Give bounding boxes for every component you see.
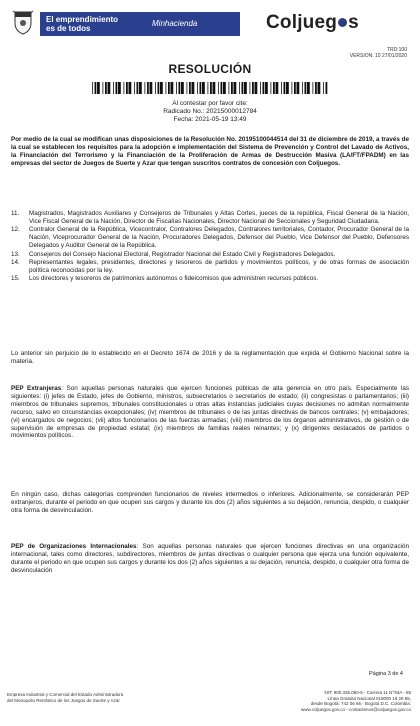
coljuegos-logo bbox=[266, 12, 359, 34]
list-item bbox=[11, 259, 409, 275]
barcode-icon bbox=[92, 82, 329, 94]
footer-right-line4: www.coljuegos.gov.co - contactenos@coljuegos.gov.co bbox=[301, 706, 411, 712]
footer-left-line1: Empresa Industrial y Comercial del Estado Administradora bbox=[7, 692, 124, 697]
filing-number: Radicado No.: 20215000012784 bbox=[163, 108, 257, 115]
banner-line1: El emprendimiento bbox=[46, 15, 119, 24]
page-footer bbox=[0, 690, 420, 720]
logo-dot-icon bbox=[338, 18, 347, 27]
pep-international-paragraph bbox=[11, 543, 409, 575]
pep-international-text: : Son aquellas personas naturales que ejercen funciones directivas en una organización internacional, tales como directores, subdirectores, miembros de juntas directivas o cualquier persona que ejerza una función equivalente, durante el periodo en que ocupen sus cargos y durante los dos (2) años siguientes a su dejación, renuncia, despido, o cualquier otra forma de desvinculación bbox=[11, 543, 410, 574]
page-header bbox=[0, 0, 420, 46]
trd-code: TRD:100 bbox=[386, 47, 407, 53]
list-item bbox=[11, 226, 409, 250]
banner-line2: es de todos bbox=[46, 24, 91, 33]
list-item-text: Consejeros del Consejo Nacional Electoral, Registrador Nacional del Estado Civil y Registradores Delegados. bbox=[29, 250, 336, 258]
version-label: VERSION: 10 27/01/2020 bbox=[349, 53, 407, 59]
list-item-text: Contralor General de la República, Vicecontralor, Contralores Delegados, Contralores territoriales, Contador, Procurador General de la Nación, Viceprocurador General de la Nación, Procuradores Delegados, Defensor del Pueblo, Vice Defensor del Pueblo, Defensores Delegados y Auditor General de la República. bbox=[29, 226, 409, 250]
pep-foreign-label: PEP Extranjeras bbox=[11, 385, 62, 392]
list-item bbox=[11, 251, 409, 259]
pep-foreign-text: : Son aquellas personas naturales que ejercen funciones públicas de alta gerencia en otro país. Especialmente las siguientes: (i) jefes de Estado, jefes de Gobierno, ministros, subsecretarios o secretarios de estado; (ii) congresistas o parlamentarios; (iii) miembros de tribunales supremos, tribunales constitucionales u otras altas instancias judiciales cuyas decisiones no admitan normalmente recurso, salvo en circunstancias excepcionales; (iv) miembros de tribunales o de las juntas directivas de bancos centrales; (v) embajadores; (vi) encargados de negocios; (vii) altos funcionarios de las fuerzas armadas; (viii) miembros de los órganos administrativos, de gestión o de supervisión de empresas de propiedad estatal; (ix) miembros de familias reales reinantes; y (x) dirigentes destacados de partidos o movimientos políticos. bbox=[11, 385, 409, 440]
list-item-number: 11. bbox=[11, 210, 20, 217]
list-item-number: 14. bbox=[11, 258, 20, 266]
pep-international-label: PEP de Organizaciones Internacionales bbox=[11, 543, 137, 550]
government-banner bbox=[40, 12, 240, 36]
footer-left-line2: del Monopolio Rentístico de los Juegos de Suerte y Azar bbox=[7, 697, 120, 703]
pep-foreign-paragraph bbox=[11, 385, 409, 440]
footer-right bbox=[301, 690, 411, 712]
footer-right-line2: Línea Gratuita Nacional 018000 18 26 85, bbox=[327, 695, 411, 701]
ministry-label: Minhacienda bbox=[152, 19, 198, 28]
footer-right-line3: desde Bogotá: 742 06 66 - Bogotá D.C. Colombia. bbox=[310, 701, 411, 706]
citation-block bbox=[0, 100, 420, 124]
logo-text-end: s bbox=[348, 12, 359, 33]
list-item-number: 13. bbox=[11, 250, 20, 258]
list-item-text: Representantes legales, presidentes, directores y tesoreros de partidos y movimientos políticos, y de otras formas de asociación política reconocidas por la ley. bbox=[29, 258, 409, 274]
list-item bbox=[11, 210, 409, 226]
resolution-intro: Por medio de la cual se modifican unas disposiciones de la Resolución No. 20195100044514 del 31 de diciembre de 2019, a través de la cual se establecen los requisitos para la adopción e implementación del Sistema de Prevención y Control del Lavado de Activos, la Financiación del Terrorismo y la Financiación de la Proliferación de Armas de Destrucción Masiva (LA/FT/FPADM) en las empresas del sector de Juegos de Suerte y Azar que tengan suscritos contratos de concesión con Coljuegos. bbox=[11, 136, 409, 167]
page-number: Página 3 de 4 bbox=[369, 671, 403, 677]
list-item bbox=[11, 275, 409, 283]
list-item-text: Los directores y tesoreros de patrimonios autónomos o fideicomisos que administren recursos públicos. bbox=[29, 275, 319, 283]
document-title: RESOLUCIÓN bbox=[168, 62, 252, 76]
colombia-coat-of-arms-icon bbox=[11, 9, 35, 35]
no-case-paragraph: En ningún caso, dichas categorías comprenden funcionarios de niveles intermedios o inferiores. Adicionalmente, se considerarán PEP extranjeros, durante el periodo en que ocupen sus cargos y durante los dos (2) años siguientes a su dejación, renuncia, despido, o cualquier otra forma de desvinculación. bbox=[11, 491, 409, 514]
officials-list bbox=[11, 210, 409, 284]
filing-date: Fecha: 2021-05-19 13:49 bbox=[173, 116, 247, 123]
decreto-paragraph: Lo anterior sin perjuicio de lo establecido en el Decreto 1674 de 2016 y de la reglamentación que expida el Gobierno Nacional sobre la materia. bbox=[11, 350, 409, 365]
logo-text-start: Coljueg bbox=[266, 12, 338, 33]
list-item-number: 12. bbox=[11, 226, 20, 234]
cite-instruction: Al contestar por favor cite: bbox=[172, 100, 248, 107]
list-item-number: 15. bbox=[11, 275, 20, 283]
footer-left bbox=[7, 692, 123, 703]
footer-right-line1: NIT: 900.335.060-5 - Carrera 11 N°93A - 85 bbox=[324, 690, 411, 695]
list-item-text: Magistrados, Magistrados Auxiliares y Consejeros de Tribunales y Altas Cortes, jueces de la república, Fiscal General de la Nación, Vice Fiscal General de la Nación, Director de Fiscalías Nacionales, Director Nacional de Seccionales y Seguridad Ciudadana. bbox=[29, 210, 409, 225]
